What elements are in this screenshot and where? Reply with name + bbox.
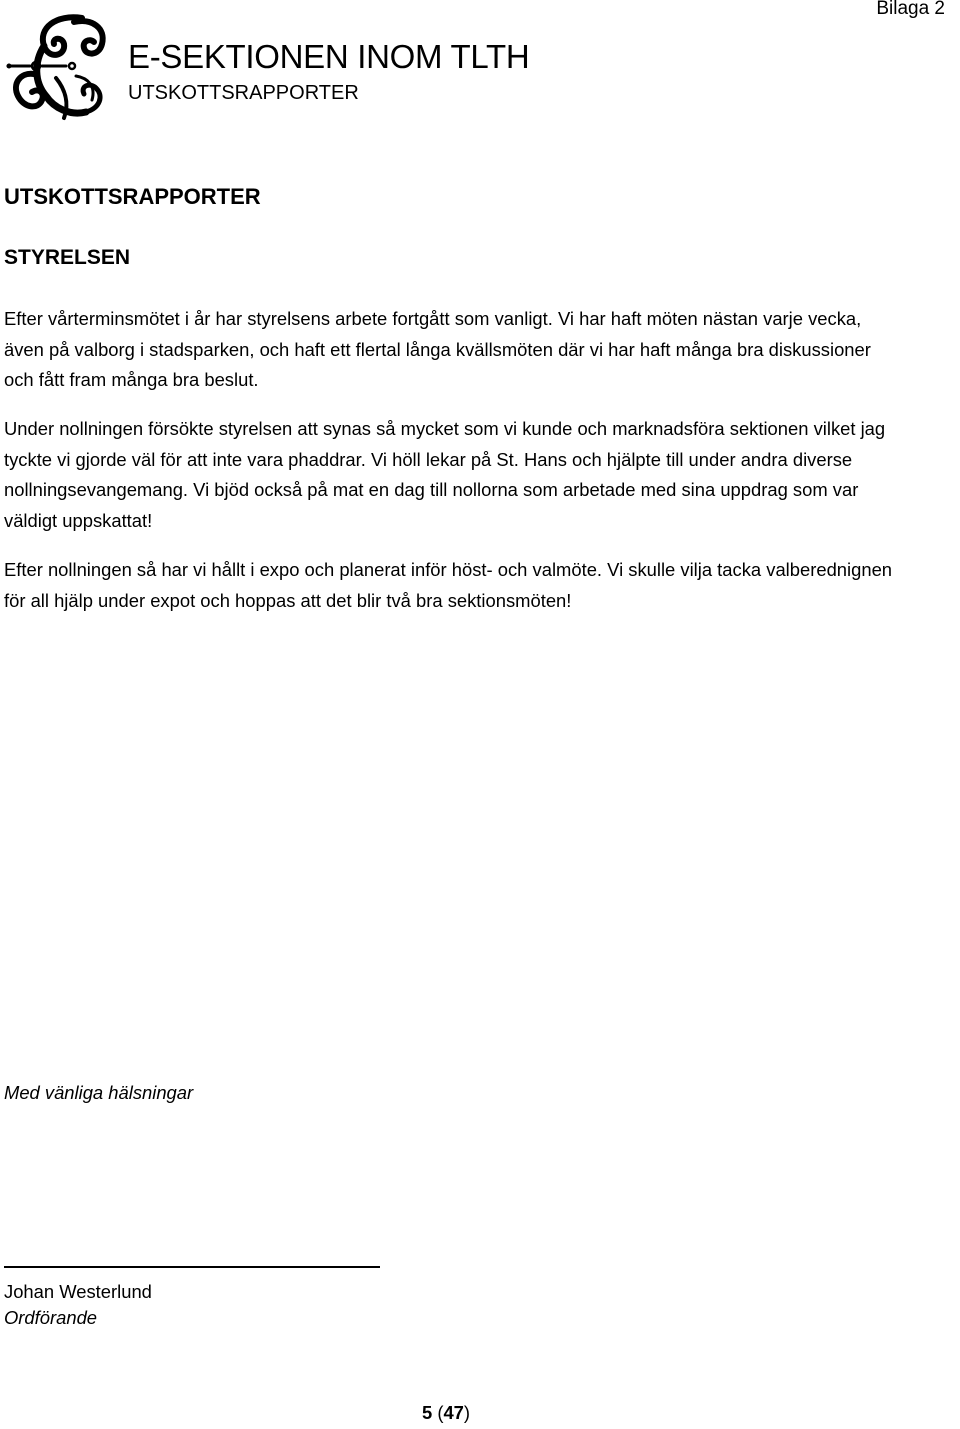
section-title: STYRELSEN	[4, 246, 131, 269]
document-title: UTSKOTTSRAPPORTER	[4, 184, 261, 209]
report-paragraph: Efter vårterminsmötet i år har styrelsens arbete fortgått som vanligt. Vi har haft möten nästan varje vecka, även på valborg i stadsparken, och haft ett flertal långa kvällsmöten där vi har haft många bra diskussioner och fått fram många bra beslut.	[4, 308, 871, 390]
signer-role: Ordförande	[4, 1307, 98, 1328]
page-current: 5	[421, 1402, 433, 1423]
page-number: 5 (47)	[421, 1402, 471, 1423]
report-paragraph: Efter nollningen så har vi hållt i expo och planerat inför höst- och valmöte. Vi skulle vilja tacka valberednignen för all hjälp under expot och hoppas att det blir två bra sektionsmöten!	[4, 559, 893, 611]
report-paragraph: Under nollningen försökte styrelsen att synas så mycket som vi kunde och marknadsföra sektionen vilket jag tyckte vi gjorde väl för att inte vara phaddrar. Vi höll lekar på St. Hans och hjälpte till under andra diverse nollningsevangemang. Vi bjöd också på mat en dag till nollorna som arbetade med sina uppdrag som var väldigt uppskattat!	[4, 418, 886, 531]
closing-greeting: Med vänliga hälsningar	[4, 1082, 194, 1103]
organization-subtitle: UTSKOTTSRAPPORTER	[128, 82, 359, 104]
page-total: 47	[443, 1402, 464, 1423]
signature-line	[4, 1266, 380, 1268]
organization-title: E-SEKTIONEN INOM TLTH	[128, 38, 530, 75]
e-section-monogram-logo-icon	[4, 12, 110, 124]
signer-name: Johan Westerlund	[4, 1281, 152, 1302]
attachment-label: Bilaga 2	[876, 0, 945, 19]
